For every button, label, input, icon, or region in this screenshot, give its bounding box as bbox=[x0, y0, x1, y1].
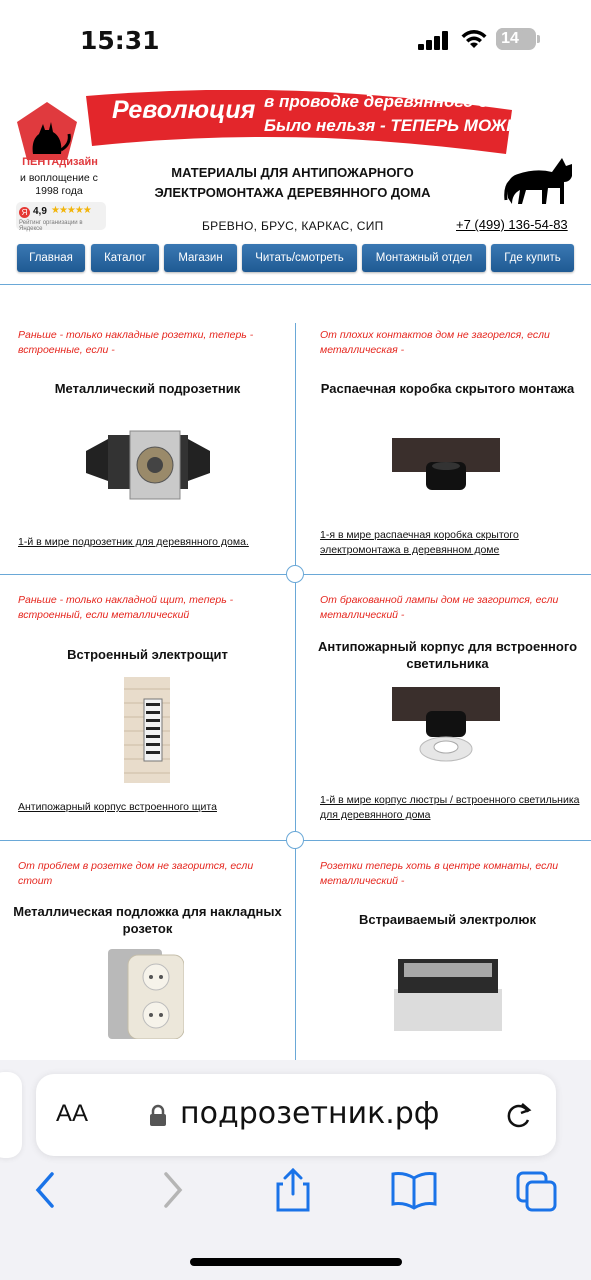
banner-line-1: в проводке деревянного дома!!! bbox=[264, 92, 539, 111]
address-bar[interactable] bbox=[36, 1074, 556, 1156]
cellular-signal-icon bbox=[418, 30, 450, 50]
pentadesign-logo[interactable] bbox=[14, 100, 80, 162]
card-title[interactable]: Металлическая подложка для накладных розеток bbox=[13, 904, 282, 936]
card-title[interactable]: Встраиваемый электролюк bbox=[358, 912, 537, 927]
url-text[interactable]: подрозетник.рф bbox=[180, 1096, 440, 1131]
nav-installation[interactable]: Монтажный отдел bbox=[362, 244, 486, 272]
text-size-button[interactable]: AA bbox=[56, 1100, 89, 1127]
product-card[interactable] bbox=[296, 841, 591, 1060]
home-indicator[interactable] bbox=[190, 1258, 402, 1266]
bookmarks-icon[interactable] bbox=[390, 1170, 438, 1210]
card-note: От проблем в розетке дом не загорится, если стоит bbox=[18, 860, 254, 887]
floor-box-image[interactable] bbox=[394, 959, 502, 1031]
phone-link[interactable]: +7 (499) 136-54-83 bbox=[456, 217, 568, 232]
product-card[interactable] bbox=[296, 575, 591, 840]
product-card[interactable] bbox=[296, 285, 591, 574]
banner-line-2: Было нельзя - ТЕПЕРЬ МОЖНО! bbox=[264, 116, 538, 135]
product-card[interactable] bbox=[0, 841, 295, 1060]
card-note: Раньше - только накладной щит, теперь - встроенный, если металлический bbox=[18, 594, 234, 621]
yandex-icon: Я bbox=[19, 207, 30, 218]
card-link[interactable]: Антипожарный корпус встроенного щита bbox=[18, 801, 217, 813]
card-note: Розетки теперь хоть в центре комнаты, если металлический - bbox=[320, 860, 559, 887]
metal-socket-plate-image[interactable] bbox=[108, 949, 184, 1039]
battery-icon bbox=[496, 28, 536, 50]
junction-box-image[interactable] bbox=[392, 438, 500, 492]
rating-value: 4,9 bbox=[33, 206, 47, 217]
card-link[interactable]: 1-я в мире распаечная коробка скрытого электромонтажа в деревянном доме bbox=[320, 529, 519, 556]
metal-socket-box-image[interactable] bbox=[86, 429, 210, 501]
status-time: 15:31 bbox=[80, 26, 160, 55]
status-bar bbox=[0, 0, 591, 80]
tabs-icon[interactable] bbox=[515, 1170, 559, 1214]
card-link[interactable]: 1-й в мире корпус люстры / встроенного светильника для деревянного дома bbox=[320, 794, 580, 821]
reload-icon[interactable] bbox=[502, 1098, 536, 1132]
card-title[interactable]: Металлический подрозетник bbox=[54, 381, 241, 396]
rating-stars: ★★★★★ bbox=[51, 205, 91, 216]
previous-tab-preview[interactable] bbox=[0, 1072, 22, 1158]
brand-subtitle: и воплощение с 1998 года bbox=[20, 172, 98, 197]
rating-caption: Рейтинг организации в Яндексе bbox=[19, 220, 83, 232]
built-in-panel-image[interactable] bbox=[124, 677, 170, 783]
card-link[interactable]: 1-й в мире подрозетник для деревянного дома. bbox=[18, 536, 249, 548]
brand-name: ПЕНТАдизайн bbox=[22, 156, 98, 168]
main-nav bbox=[0, 244, 591, 274]
card-title[interactable]: Распаечная коробка скрытого монтажа bbox=[320, 381, 575, 396]
battery-level: 14 bbox=[496, 28, 524, 50]
forward-icon[interactable] bbox=[158, 1170, 188, 1210]
lock-icon bbox=[148, 1104, 168, 1126]
share-icon[interactable] bbox=[273, 1166, 313, 1212]
nav-read-watch[interactable]: Читать/смотреть bbox=[242, 244, 357, 272]
card-title[interactable]: Встроенный электрощит bbox=[67, 647, 228, 662]
nav-where-to-buy[interactable]: Где купить bbox=[491, 244, 574, 272]
black-cat-icon bbox=[502, 148, 580, 210]
card-title[interactable]: Антипожарный корпус для встроенного светильника bbox=[317, 639, 578, 671]
product-card[interactable] bbox=[0, 575, 295, 840]
card-note: Раньше - только накладные розетки, теперь - встроенные, если - bbox=[18, 329, 254, 356]
product-card[interactable] bbox=[0, 285, 295, 574]
yandex-rating-badge[interactable] bbox=[16, 202, 106, 230]
nav-catalog[interactable]: Каталог bbox=[91, 244, 159, 272]
banner-word: Революция bbox=[112, 96, 256, 124]
back-icon[interactable] bbox=[30, 1170, 60, 1210]
nav-home[interactable]: Главная bbox=[17, 244, 85, 272]
product-grid bbox=[0, 285, 591, 1060]
browser-toolbar bbox=[0, 1060, 591, 1280]
wifi-icon bbox=[460, 28, 488, 50]
card-note: От бракованной лампы дом не загорится, если металлический - bbox=[320, 594, 559, 621]
card-note: От плохих контактов дом не загорелся, если металлическая - bbox=[320, 329, 550, 356]
site-title: МАТЕРИАЛЫ ДЛЯ АНТИПОЖАРНОГО ЭЛЕКТРОМОНТАЖА ДЕРЕВЯННОГО ДОМА bbox=[154, 165, 431, 200]
nav-shop[interactable]: Магазин bbox=[164, 244, 237, 272]
light-housing-image[interactable] bbox=[392, 687, 500, 767]
materials-line: БРЕВНО, БРУС, КАРКАС, СИП bbox=[202, 219, 384, 233]
